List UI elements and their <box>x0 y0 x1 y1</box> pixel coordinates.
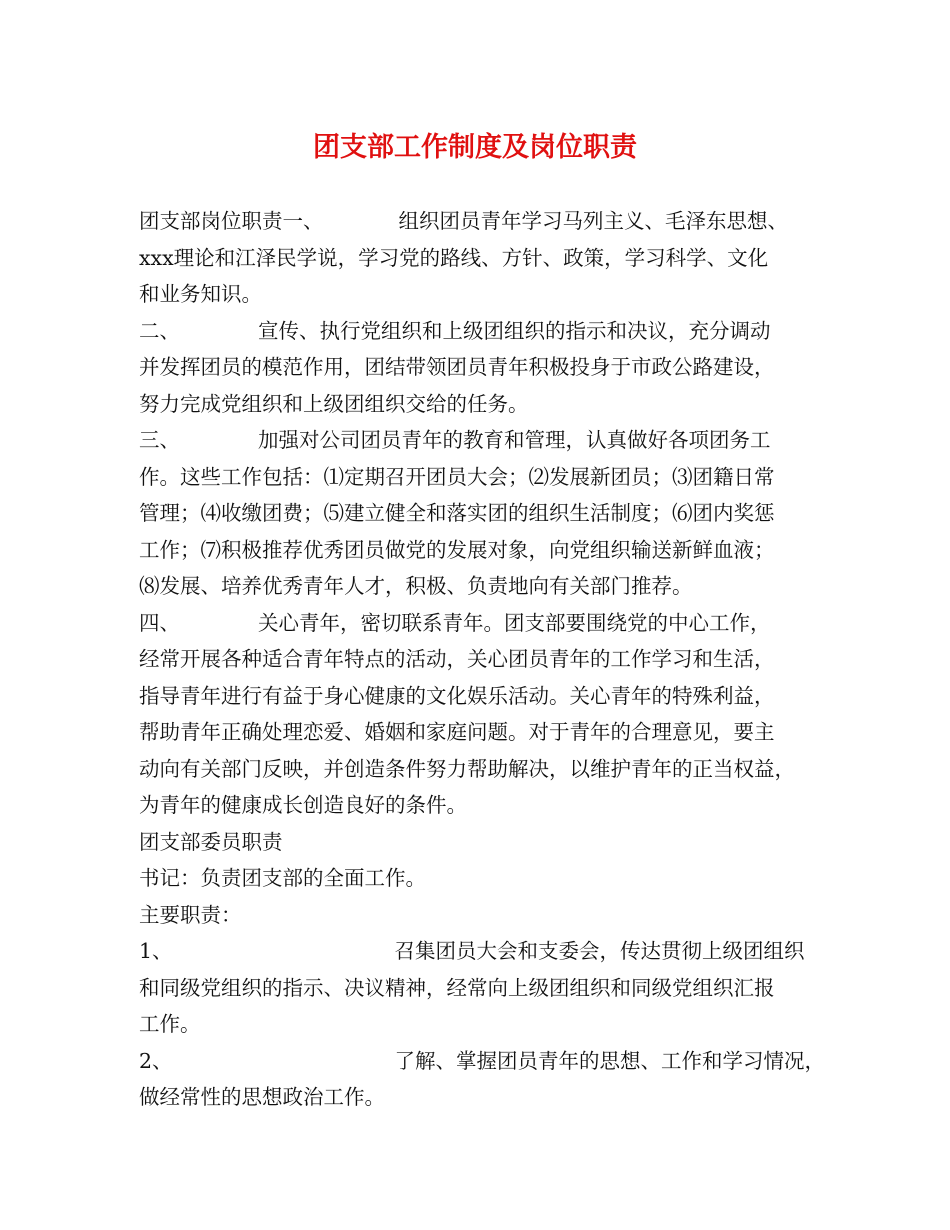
text-line <box>139 313 839 350</box>
text-segment: 三、 <box>139 428 180 452</box>
text-line: 帮助青年正确处理恋爱、婚姻和家庭问题。对于青年的合理意见，要主 <box>139 720 775 744</box>
text-segment: 了解、掌握团员青年的思想、工作和学习情况， <box>394 1048 826 1073</box>
text-line: 作。这些工作包括：⑴定期召开团员大会；⑵发展新团员；⑶团籍日常 <box>139 464 775 489</box>
document-body <box>139 203 839 1116</box>
text-line: 指导青年进行有益于身心健康的文化娱乐活动。关心青年的特殊利益， <box>139 683 775 708</box>
section-heading: 团支部委员职责 <box>139 829 283 854</box>
text-line: 主要职责： <box>139 902 242 927</box>
text-line: ⑻发展、培养优秀青年人才，积极、负责地向有关部门推荐。 <box>139 574 693 598</box>
text-line <box>139 1043 839 1080</box>
text-segment: 2、 <box>139 1048 173 1073</box>
text-line: 努力完成党组织和上级团组织交给的任务。 <box>139 391 529 416</box>
text-line: 和同级党组织的指示、决议精神，经常向上级团组织和同级党组织汇报 <box>139 975 775 1000</box>
text-segment: 宣传、执行党组织和上级团组织的指示和决议，充分调动 <box>258 318 771 343</box>
text-line: 经常开展各种适合青年特点的活动，关心团员青年的工作学习和生活， <box>139 647 775 671</box>
text-line: 工作。 <box>139 1012 201 1036</box>
text-segment: 二、 <box>139 318 180 343</box>
text-segment: 1、 <box>139 939 173 963</box>
text-line: 并发挥团员的模范作用，团结带领团员青年积极投身于市政公路建设， <box>139 355 775 379</box>
text-line <box>139 933 839 970</box>
text-line: 和业务知识。 <box>139 282 262 306</box>
text-line: 管理；⑷收缴团费；⑸建立健全和落实团的组织生活制度；⑹团内奖惩 <box>139 501 775 525</box>
document-title: 团支部工作制度及岗位职责 <box>313 132 637 163</box>
text-line: 做经常性的思想政治工作。 <box>139 1085 385 1109</box>
text-segment: 四、 <box>139 610 180 635</box>
text-line: 工作；⑺积极推荐优秀团员做党的发展对象，向党组织输送新鲜血液； <box>139 537 775 562</box>
text-line: 书记：负责团支部的全面工作。 <box>139 866 426 890</box>
text-line: 动向有关部门反映，并创造条件努力帮助解决，以维护青年的正当权益， <box>139 756 795 781</box>
text-line: xxx理论和江泽民学说，学习党的路线、方针、政策，学习科学、文化 <box>139 245 769 270</box>
text-segment: 组织团员青年学习马列主义、毛泽东思想、 <box>398 209 788 233</box>
text-segment: 召集团员大会和支委会，传达贯彻上级团组织 <box>394 939 805 963</box>
text-line <box>139 203 839 240</box>
text-line <box>139 422 839 459</box>
text-line: 为青年的健康成长创造良好的条件。 <box>139 793 467 817</box>
text-line <box>139 605 839 642</box>
text-segment: 加强对公司团员青年的教育和管理，认真做好各项团务工 <box>258 428 771 452</box>
text-segment: 团支部岗位职责一、 <box>139 209 324 233</box>
text-segment: 关心青年，密切联系青年。团支部要围绕党的中心工作， <box>258 610 771 635</box>
